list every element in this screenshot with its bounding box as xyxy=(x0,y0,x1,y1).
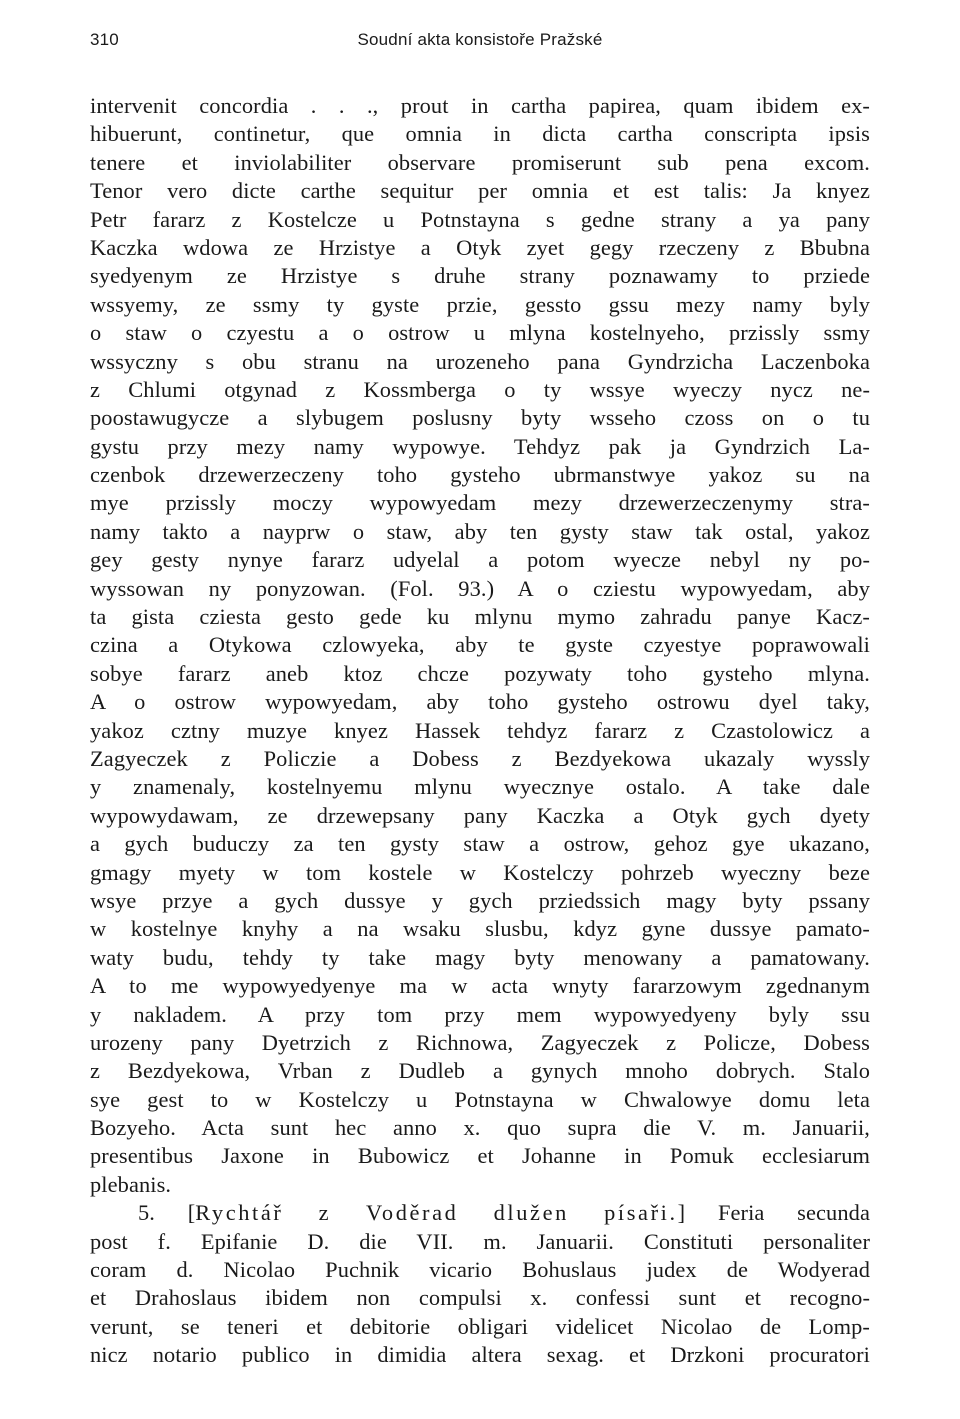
text-line: wssyemy, ze ssmy ty gyste przie, gessto gssu mezy namy byly xyxy=(90,291,870,317)
text-line: Zagyeczek z Policzie a Dobess z Bezdyekowa ukazaly wyssly xyxy=(90,745,870,771)
paragraph-2 xyxy=(90,1199,870,1369)
paragraph-1 xyxy=(90,92,870,1199)
text-line: y znamenaly, kostelnyemu mlynu wyecznye ostalo. A take dale xyxy=(90,774,870,800)
entry-number: 5. xyxy=(138,1200,155,1226)
page-number: 310 xyxy=(90,30,119,49)
text-line: intervenit concordia . . ., prout in cartha papirea, quam ibidem ex- xyxy=(90,93,870,118)
text-line: nicz notario publico in dimidia altera sexag. et Drzkoni procuratori xyxy=(90,1342,870,1368)
text-line: A o ostrow wypowyedam, aby toho gysteho ostrowu dyel taky, xyxy=(90,689,870,715)
text-line: coram d. Nicolao Puchnik vicario Bohuslaus judex de Wodyerad xyxy=(90,1257,870,1283)
text-line: o staw o czyestu a o ostrow u mlyna kostelnyeho, przissly ssmy xyxy=(90,320,870,346)
text-line: tenere et inviolabiliter observare promiserunt sub pena excom. xyxy=(90,149,870,175)
text-line: A to me wypowyedyenye ma w acta wnyty fararzowym zgednanym xyxy=(90,973,870,999)
running-head xyxy=(90,30,870,54)
text-line: yakoz cztny muzye knyez Hassek tehdyz fararz z Czastolowicz a xyxy=(90,717,870,743)
text-line: presentibus Jaxone in Bubowicz et Johanne in Pomuk ecclesiarum xyxy=(90,1143,870,1169)
heading-bracket-open: [ xyxy=(187,1200,196,1226)
page xyxy=(90,0,870,1419)
text-line: sobye fararz aneb ktoz chcze pozywaty toho gysteho mlyna. xyxy=(90,660,870,686)
text-line: post f. Epifanie D. die VII. m. Januarii. Constituti personaliter xyxy=(90,1228,870,1254)
body-text xyxy=(90,92,870,1370)
text-line: mye przissly moczy wypowyedam mezy drzewerzeczenymy stra- xyxy=(90,490,870,516)
text-line: a gych buduczy za ten gysty staw a ostrow, gehoz gye ukazano, xyxy=(90,831,870,857)
text-line: urozeny pany Dyetrzich z Richnowa, Zagyeczek z Policze, Dobess xyxy=(90,1029,870,1055)
text-line: syedyenym ze Hrzistye s druhe strany poznawamy to prziede xyxy=(90,263,870,289)
heading-bracket-close: ] xyxy=(677,1200,686,1226)
text-line: Bozyeho. Acta sunt hec anno x. quo supra die V. m. Januarii, xyxy=(90,1115,870,1141)
text-line: Petr fararz z Kostelcze u Potnstayna s gedne strany a ya pany xyxy=(90,206,870,232)
text-line: gmagy myety w tom kostele w Kostelczy pohrzeb wyeczny beze xyxy=(90,859,870,885)
text-line: ta gista cziesta gesto gede ku mlynu mymo zahradu panye Kacz- xyxy=(90,604,870,630)
text-line: sye gest to w Kostelczy u Potnstayna w Chwalowye domu leta xyxy=(90,1086,870,1112)
text-line: czina a Otykowa czlowyeka, aby te gyste czyestye poprawowali xyxy=(90,632,870,658)
text-line: Tenor vero dicte carthe sequitur per omnia et est talis: Ja knyez xyxy=(90,178,870,204)
text-line: gystu przy mezy namy wypowye. Tehdyz pak ja Gyndrzich La- xyxy=(90,433,870,459)
heading-continuation: Feria secunda xyxy=(717,1200,870,1226)
text-line: y nakladem. A przy tom przy mem wypowyedyeny byly ssu xyxy=(90,1001,870,1027)
text-line: Kaczka wdowa ze Hrzistye a Otyk zyet gegy rzeczeny z Bbubna xyxy=(90,234,870,260)
text-line: wyssowan ny ponyzowan. (Fol. 93.) A o cziestu wypowyedam, aby xyxy=(90,575,870,601)
text-line: wssyczny s obu stranu na urozeneho pana Gyndrzicha Laczenboka xyxy=(90,348,870,374)
paragraph-2-first-line xyxy=(90,1199,870,1227)
running-title: Soudní akta konsistoře Pražské xyxy=(357,30,603,49)
text-line: verunt, se teneri et debitorie obligari videlicet Nicolao de Lomp- xyxy=(90,1313,870,1339)
text-line: waty budu, tehdy ty take magy byty menowany a pamatowany. xyxy=(90,944,870,970)
heading-text: Rychtář z Voděrad dlužen písaři. xyxy=(195,1200,678,1226)
text-line: et Drahoslaus ibidem non compulsi x. confessi sunt et recogno- xyxy=(90,1285,870,1311)
text-line: w kostelnye knyhy a na wsaku slusbu, kdyz gyne dussye pamato- xyxy=(90,916,870,942)
text-line: wypowydawam, ze drzewepsany pany Kaczka a Otyk gych dyety xyxy=(90,802,870,828)
text-line: namy takto a nayprw o staw, aby ten gysty staw tak ostal, yakoz xyxy=(90,518,870,544)
text-line: plebanis. xyxy=(90,1171,172,1197)
text-line: poostawugycze a slybugem poslusny byty wsseho czoss on o tu xyxy=(90,405,870,431)
text-line: gey gesty nynye fararz udyelal a potom wyecze nebyl ny po- xyxy=(90,547,870,573)
text-line: wsye przye a gych dussye y gych prziedssich magy byty pssany xyxy=(90,887,870,913)
text-line: czenbok drzewerzeczeny toho gysteho ubrmanstwye yakoz su na xyxy=(90,462,870,488)
entry-heading xyxy=(188,1200,686,1225)
text-line: z Bezdyekowa, Vrban z Dudleb a gynych mnoho dobrych. Stalo xyxy=(90,1058,870,1084)
text-line: z Chlumi otgynad z Kossmberga o ty wssye wyeczy nycz ne- xyxy=(90,376,870,402)
text-line: hibuerunt, continetur, que omnia in dicta cartha conscripta ipsis xyxy=(90,121,870,147)
